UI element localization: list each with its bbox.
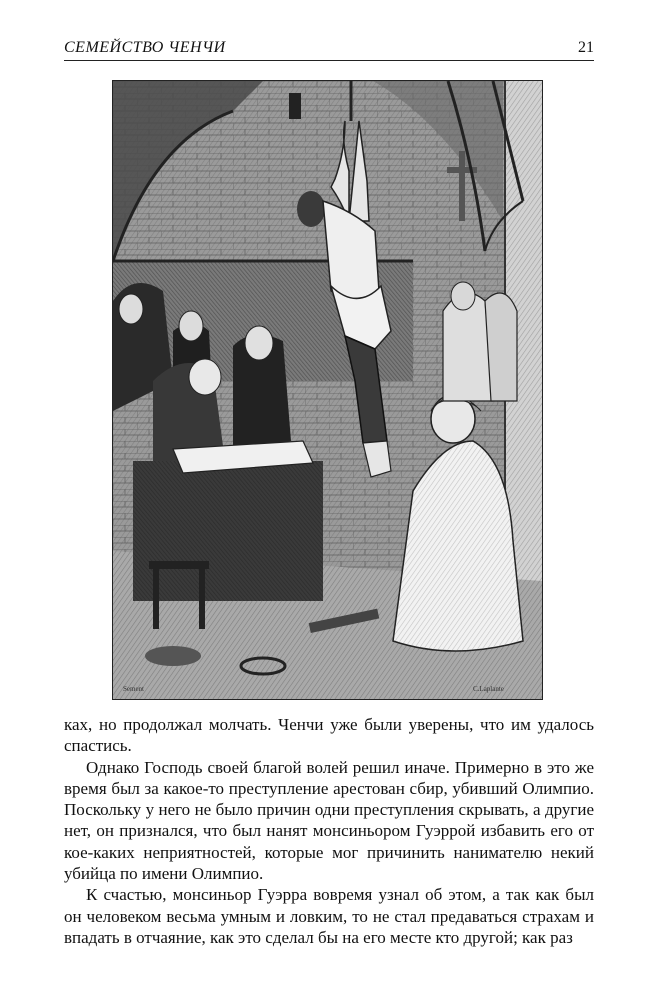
paragraph: ках, но продолжал молчать. Ченчи уже были уверены, что им удалось спастись. xyxy=(64,715,594,756)
running-head xyxy=(64,38,594,61)
paragraph: К счастью, монсиньор Гуэрра вовремя узнал об этом, а так как был он человеком весьма умным и ловким, то не стал предаваться страхам и впадать в отчаяние, как это сделал бы на его месте кто другой; как раз xyxy=(64,885,594,947)
page-number: 21 xyxy=(578,39,594,56)
engraving-illustration xyxy=(112,80,543,700)
svg-text:Sement: Sement xyxy=(123,685,144,693)
running-title: СЕМЕЙСТВО ЧЕНЧИ xyxy=(64,39,226,56)
body-text xyxy=(64,714,594,948)
engraving-image xyxy=(113,81,542,699)
svg-text:C.Laplante: C.Laplante xyxy=(473,685,504,693)
paragraph: Однако Господь своей благой волей решил иначе. Примерно в это же время был за какое-то преступление арестован сбир, убивший Олимпио. Поскольку у него не было причин одни преступления скрывать, а другие нет, он признался, что был нанят монсиньором Гуэррой избавить его от кое-каких неприятностей, которые мог причинить нанимателю некий убийца по имени Олимпио. xyxy=(64,757,594,884)
